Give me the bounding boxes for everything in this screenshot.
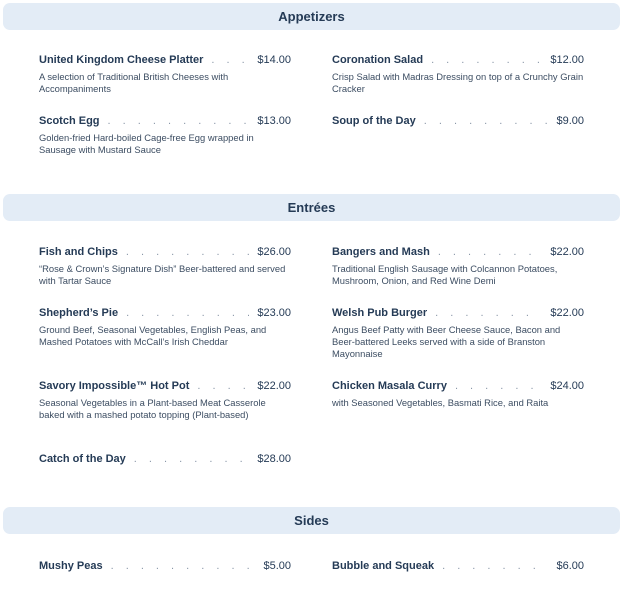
dot-leader	[126, 307, 249, 319]
item-price: $5.00	[263, 560, 291, 572]
item-name: Welsh Pub Burger	[332, 307, 428, 319]
item-price: $22.00	[550, 246, 584, 258]
item-price: $12.00	[550, 54, 584, 66]
menu-item	[39, 307, 291, 348]
menu-item	[39, 453, 291, 465]
dot-leader	[111, 560, 256, 572]
item-price: $26.00	[257, 246, 291, 258]
menu-item	[39, 115, 291, 156]
item-name: Catch of the Day	[39, 453, 126, 465]
menu-item	[332, 54, 584, 95]
item-price: $14.00	[257, 54, 291, 66]
item-description: Crisp Salad with Madras Dressing on top of a Crunchy Grain Cracker	[332, 71, 584, 95]
item-description: Seasonal Vegetables in a Plant-based Meat Casserole baked with a mashed potato topping (Plant-based)	[39, 397, 266, 421]
menu-item	[39, 54, 291, 95]
item-description: Angus Beef Patty with Beer Cheese Sauce, Bacon and Beer-battered Leeks served with a side of Branston Mayonnaise	[332, 324, 561, 360]
item-price: $23.00	[257, 307, 291, 319]
dot-leader	[424, 115, 549, 127]
item-name: Coronation Salad	[332, 54, 424, 66]
item-description: A selection of Traditional British Cheeses with Accompaniments	[39, 71, 229, 95]
item-price: $28.00	[257, 453, 291, 465]
section-title: Appetizers	[278, 9, 345, 24]
item-description: “Rose & Crown’s Signature Dish” Beer-battered and served with Tartar Sauce	[39, 263, 286, 287]
item-name: Shepherd’s Pie	[39, 307, 119, 319]
menu-item	[332, 380, 584, 409]
item-name: Bubble and Squeak	[332, 560, 435, 572]
dot-leader	[211, 54, 249, 66]
dot-leader	[108, 115, 250, 127]
section-title: Sides	[294, 513, 329, 528]
menu-item	[332, 307, 584, 361]
dot-leader	[134, 453, 250, 465]
section-title: Entrées	[287, 200, 336, 215]
item-name: Bangers and Mash	[332, 246, 430, 258]
section-header-appetizers	[3, 3, 620, 30]
item-name: United Kingdom Cheese Platter	[39, 54, 204, 66]
menu-item	[332, 115, 584, 127]
dot-leader	[431, 54, 542, 66]
dot-leader	[197, 380, 249, 392]
item-price: $9.00	[556, 115, 584, 127]
item-description: Ground Beef, Seasonal Vegetables, English Peas, and Mashed Potatoes with McCall’s Irish Cheddar	[39, 324, 267, 348]
item-name: Mushy Peas	[39, 560, 103, 572]
item-price: $24.00	[550, 380, 584, 392]
dot-leader	[455, 380, 542, 392]
menu-item	[39, 380, 291, 421]
item-name: Scotch Egg	[39, 115, 100, 127]
item-price: $13.00	[257, 115, 291, 127]
dot-leader	[126, 246, 250, 258]
item-description: Traditional English Sausage with Colcannon Potatoes, Mushroom, Onion, and Red Wine Demi	[332, 263, 558, 287]
item-price: $6.00	[556, 560, 584, 572]
section-header-entrees	[3, 194, 620, 221]
dot-leader	[435, 307, 542, 319]
item-name: Fish and Chips	[39, 246, 118, 258]
section-header-sides	[3, 507, 620, 534]
item-description: with Seasoned Vegetables, Basmati Rice, and Raita	[332, 397, 549, 408]
item-price: $22.00	[550, 307, 584, 319]
dot-leader	[442, 560, 548, 572]
dot-leader	[438, 246, 543, 258]
item-name: Soup of the Day	[332, 115, 416, 127]
menu-item	[39, 560, 291, 572]
item-name: Chicken Masala Curry	[332, 380, 447, 392]
menu-item	[332, 560, 584, 572]
menu-item	[39, 246, 291, 287]
item-price: $22.00	[257, 380, 291, 392]
item-description: Golden-fried Hard-boiled Cage-free Egg wrapped in Sausage with Mustard Sauce	[39, 132, 254, 156]
item-name: Savory Impossible™ Hot Pot	[39, 380, 190, 392]
menu-item	[332, 246, 584, 287]
